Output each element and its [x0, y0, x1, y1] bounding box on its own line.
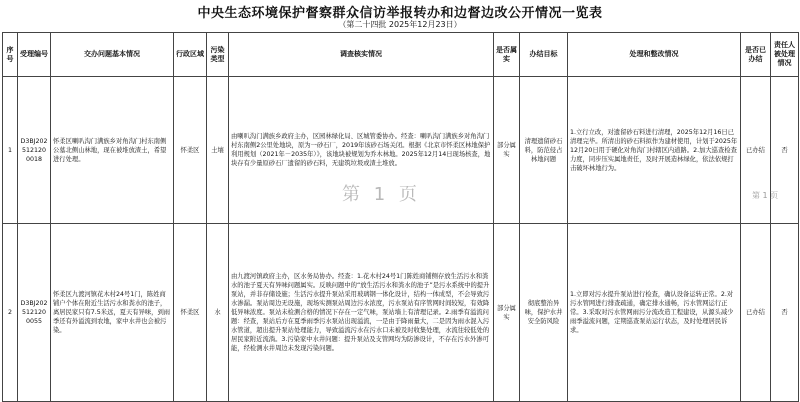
verified: 部分属实 [494, 77, 520, 224]
goal: 清理遗留砂石料，防范侵占林地问题 [520, 77, 568, 224]
row-number: 2 [3, 224, 18, 402]
col-header: 交办问题基本情况 [51, 33, 174, 77]
issue-description: 怀柔区九渡河镇花木村24号1门，陈姓商铺户个体在附近生活污水和粪水的池子，离居民家只有7.5米远，夏天有异味，到雨季还有外溢流到农地，家中水井也会被污染。 [51, 224, 174, 402]
col-header: 受理编号 [18, 33, 51, 77]
col-header: 处理和整改情况 [568, 33, 741, 77]
penalty-status: 否 [771, 77, 799, 224]
investigation: 由九渡河镇政府主办，区水务局协办。经查：1.花木村24号1门陈姓商铺侧存放生活污水和粪水的池子夏天有异味问题属实。反映问题中的“放生活污水和粪水的池子”是污水系统中的提升泵站，并非存储设施；生活污水提升泵站采用玻璃钢一体化设计，结构一体成型，不会导致污水渗漏。泵站周边无设施，现场实测泵站周边污水浓度，污水泵站有序管网时间较短，有效降低异味浓度。泵站未检测合格的情况下存在一定气味，泵站墙上有清理记录。2.雨季有溢流问题：经查，泵站后方在夏季雨季污水泵站出现溢流，一是由于降雨量大，二是因为雨水混入污水管道，超出提升泵站处理能力，导致溢流污水在污水口未被及时收集处理，水流往较低处的居民家附近流淌。3.污染家中水井问题：提升泵站及支管网均为防渗设计，不存在污水外渗可能，经检测水井周边未发现污染问题。 [229, 224, 494, 402]
closed-status: 已办结 [741, 224, 771, 402]
page-subtitle: （第二十四批 2025年12月23日） [338, 20, 462, 29]
closed-status: 已办结 [741, 77, 771, 224]
complaint-table [2, 32, 799, 402]
col-header: 是否属实 [494, 33, 520, 77]
col-header: 是否已办结 [741, 33, 771, 77]
page-title: 中央生态环境保护督察群众信访举报转办和边督边改公开情况一览表 [197, 6, 603, 21]
issue-description: 怀柔区喇叭沟门满族乡对角沟门村东南侧公墓北侧山林地，现在被堆放渣土，希望进行处理。 [51, 77, 174, 224]
penalty-status: 否 [771, 224, 799, 402]
col-header: 办结目标 [520, 33, 568, 77]
table-row [3, 224, 799, 402]
pollution-type: 土壤 [207, 77, 229, 224]
side-page-label: 第 1 页 [752, 191, 779, 200]
region: 怀柔区 [174, 77, 207, 224]
goal: 彻底整治异味，保护水井安全防风险 [520, 224, 568, 402]
col-header: 污染类型 [207, 33, 229, 77]
page-watermark: 第 1 页 [342, 184, 421, 205]
actions: 1.立即对污水提升泵站进行检查，确认设备运转正常。2.对污水管网进行排查疏通，确定排水通畅，污水管网运行正常。3.采取对污水管网雨污分流改造工程建设，从源头减少雨季溢流问题，定期巡查泵站运行状态，及时处理居民诉求。 [568, 224, 741, 402]
verified: 部分属实 [494, 224, 520, 402]
case-id: D3BJ2025121200055 [18, 224, 51, 402]
case-id: D3BJ2025121200018 [18, 77, 51, 224]
header-row [3, 33, 799, 77]
investigation: 由喇叭沟门满族乡政府主办，区园林绿化局、区城管委协办。经查：喇叭沟门满族乡对角沟门村东南侧2公里处地块，原为一砂石厂，2019年该砂石场关闭。根据《北京市怀柔区林地保护利用规划（2021年－2035年）》，该地块被规划为乔木林地。2025年12月14日现场核查，地块存有少量原砂石厂遗留的砂石料，无建筑垃圾或渣土堆放。 [229, 77, 494, 224]
region: 怀柔区 [174, 224, 207, 402]
col-header: 责任人被处理情况 [771, 33, 799, 77]
actions: 1.立行立改，对遗留砂石料进行清理，2025年12月16日已清理完毕。所清出的砂石料拟作为建材使用，计划于2025年12月20日用于硬化对角沟门村辖区内道路。2.加大巡查检查力度，同步压实属地责任，及时开展造林绿化，依法依规打击破坏林地行为。 [568, 77, 741, 224]
row-number: 1 [3, 77, 18, 224]
col-header: 序号 [3, 33, 18, 77]
col-header: 行政区域 [174, 33, 207, 77]
col-header: 调查核实情况 [229, 33, 494, 77]
pollution-type: 水 [207, 224, 229, 402]
